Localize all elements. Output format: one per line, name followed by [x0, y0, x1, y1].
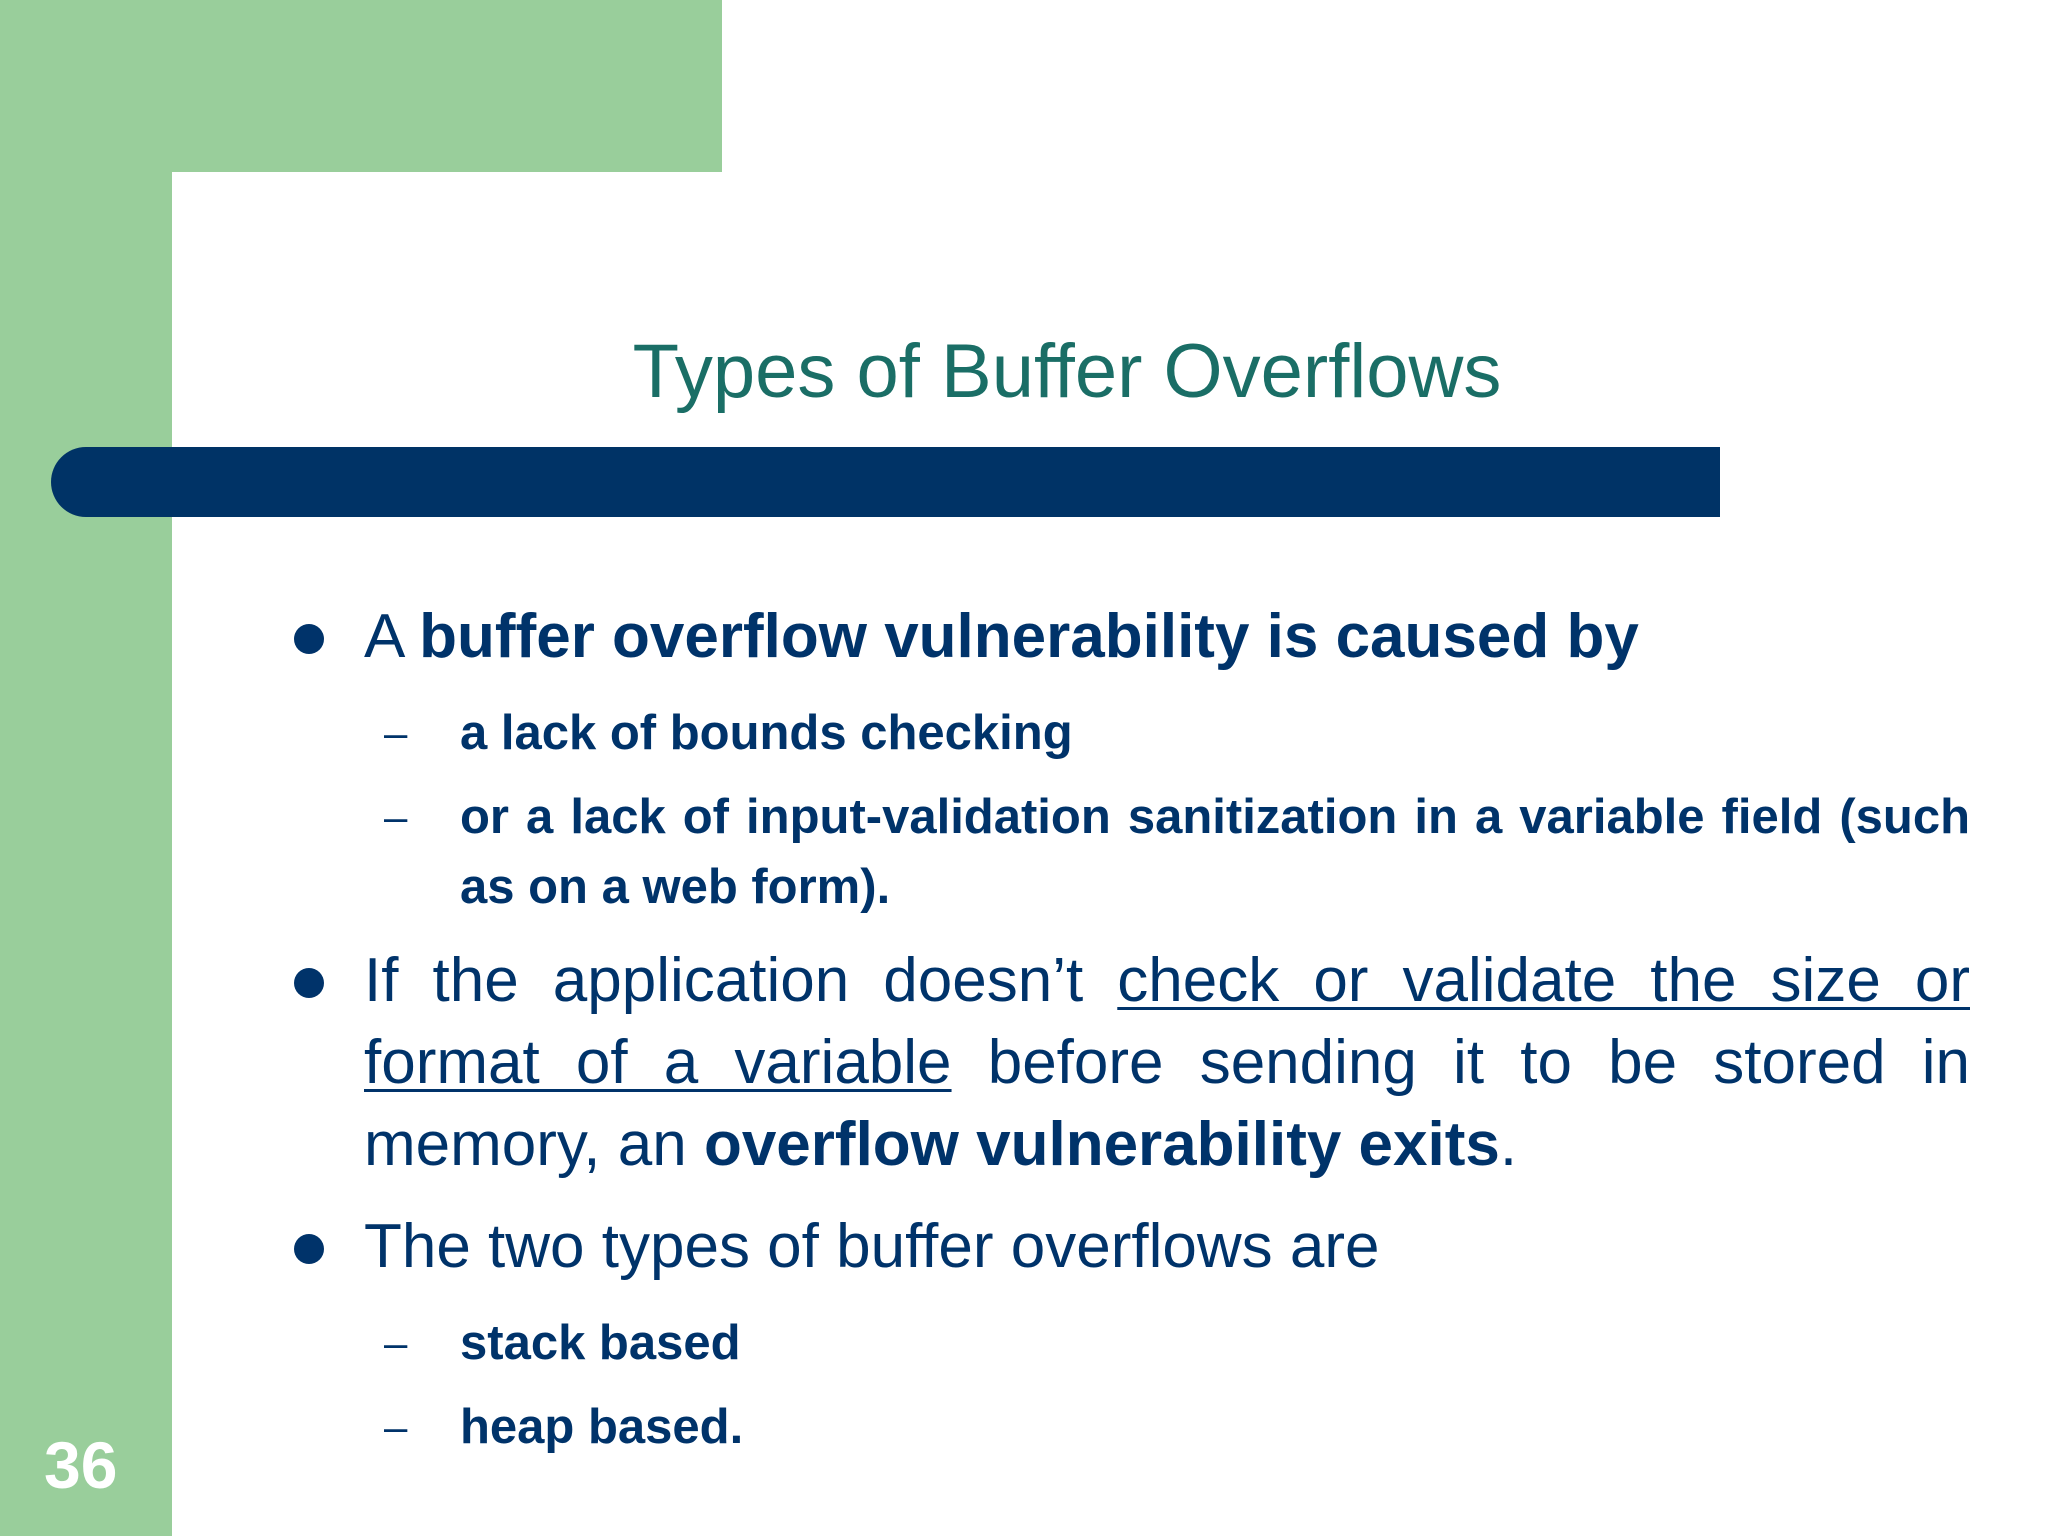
dash-icon: – [384, 709, 408, 756]
sub-item-3-1 [280, 1308, 1970, 1378]
sub-item-1-2 [280, 782, 1970, 922]
sub-item-text: stack based [460, 1316, 741, 1370]
dash-icon: – [384, 1319, 408, 1366]
dash-icon: – [384, 793, 408, 840]
bullet-2-underlined: check or validate the size or format of a variable [364, 946, 1970, 1097]
bullet-2-text-before: If the application doesn’t [364, 946, 1118, 1015]
slide-content [280, 596, 1970, 1476]
sub-item-3-2 [280, 1392, 1970, 1462]
green-left-band [0, 0, 172, 1536]
bullet-2 [280, 940, 1970, 1186]
bullet-2-bold: overflow vulnerability exits [703, 1110, 1500, 1179]
bullet-3 [280, 1206, 1970, 1288]
sub-item-text: heap based. [460, 1400, 744, 1454]
bullet-1 [280, 596, 1970, 678]
bullet-1-bold: buffer overflow vulnerability is caused by [419, 602, 1639, 671]
dash-icon: – [384, 1403, 408, 1450]
bullet-1-prefix: A [364, 602, 420, 671]
bullet-2-text-after: . [1499, 1110, 1518, 1179]
bullet-dot-icon [294, 968, 324, 998]
slide-number: 36 [44, 1428, 118, 1502]
bullet-3-text: The two types of buffer overflows are [364, 1212, 1380, 1281]
bullet-dot-icon [294, 1234, 324, 1264]
sub-item-text: a lack of bounds checking [460, 706, 1073, 760]
title-underline-bar [51, 447, 1720, 517]
bullet-2-text-middle: before sending it to be stored in memory, an [364, 1028, 1970, 1179]
bullet-dot-icon [294, 624, 324, 654]
sub-item-1-1 [280, 698, 1970, 768]
slide-title: Types of Buffer Overflows [632, 329, 1502, 414]
sub-item-text: or a lack of input-validation sanitization in a variable field (such as on a web form). [460, 790, 1970, 914]
